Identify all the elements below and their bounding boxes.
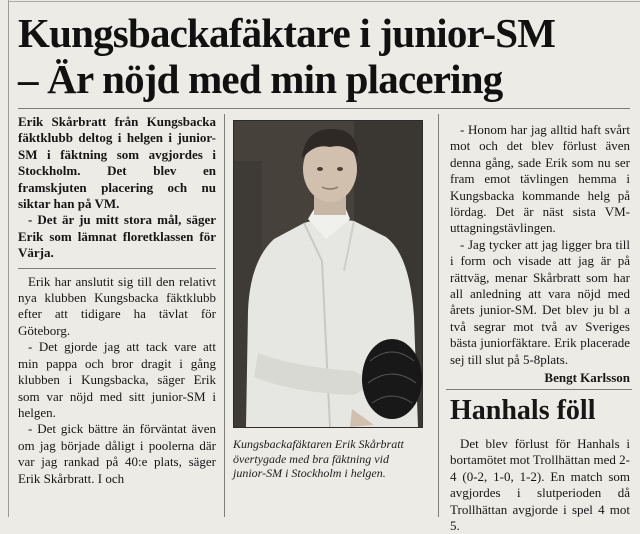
second-article-body: Det blev förlust för Hanhals i bortamötet mot Trollhättan med 2-4 (0-2, 1-0, 1-2). En match som avgjordes i slutperioden då Trollhättan avgjorde i spel 4 mot 5. [450, 436, 630, 534]
right-paragraph-1: - Honom har jag alltid haft svårt mot och det blev förlust även denna gång, sade Erik som nu ser fram emot tävlingen hemma i Kungsbacka kommande helg på lördag. Det är näst sista VM-uttagningstävlingen. [450, 122, 630, 236]
body-paragraph-3: - Det gick bättre än förväntat även om jag började dåligt i poolerna där var jag rankad på 40:e plats, säger Erik Skårbratt. I och [18, 421, 216, 486]
lead-quote: - Det är ju mitt stora mål, säger Erik som lämnat floretklassen för Värja. [18, 212, 216, 261]
article-divider [446, 389, 632, 390]
top-margin-rule [8, 1, 640, 2]
column-divider-right [438, 114, 439, 517]
headline-line-1: Kungsbackafäktare i junior-SM [18, 10, 556, 56]
second-article-headline: Hanhals föll [450, 395, 596, 426]
photo-caption: Kungsbackafäktaren Erik Skårbratt övertygade med bra fäktning vid junior-SM i Stockholm i helgen. [233, 437, 404, 481]
right-paragraph-2: - Jag tycker att jag ligger bra till i form och visade att jag är på rättväg, menar Skårbratt som har all anledning att vara nöjd med årets junior-SM. Det blev ju bl a två segrar mot två av Sveriges bästa juniorfäktare. Erik placerade sej till slut på 5-8plats. [450, 236, 630, 367]
column-divider-left [224, 114, 225, 517]
headline-line-2: – Är nöjd med min placering [18, 56, 503, 102]
second-article-body-column [450, 436, 630, 534]
fencer-illustration [234, 121, 422, 427]
left-margin-rule [8, 0, 9, 517]
fencing-mask-icon [362, 339, 422, 419]
byline: Bengt Karlsson [544, 370, 630, 386]
body-paragraph-2: - Det gjorde jag att tack vare att min pappa och bror dragit i gång klubben i Kungsbacka, säger Erik som var nöjd med sitt junior-SM i helgen. [18, 339, 216, 420]
headline-divider [18, 108, 630, 109]
lead-divider [18, 268, 216, 269]
left-column [18, 114, 216, 487]
lead-paragraph: Erik Skårbratt från Kungsbacka fäktklubb deltog i helgen i junior-SM i fäktning som avgjordes i Stockholm. Det blev en framskjuten placering och nu siktar han på VM. [18, 114, 216, 212]
body-paragraph-1: Erik har anslutit sig till den relativt nya klubben Kungsbacka fäktklubb efter att tidigare ha tävlat för Göteborg. [18, 273, 216, 338]
right-column [450, 122, 630, 387]
fencer-photo [233, 120, 423, 428]
